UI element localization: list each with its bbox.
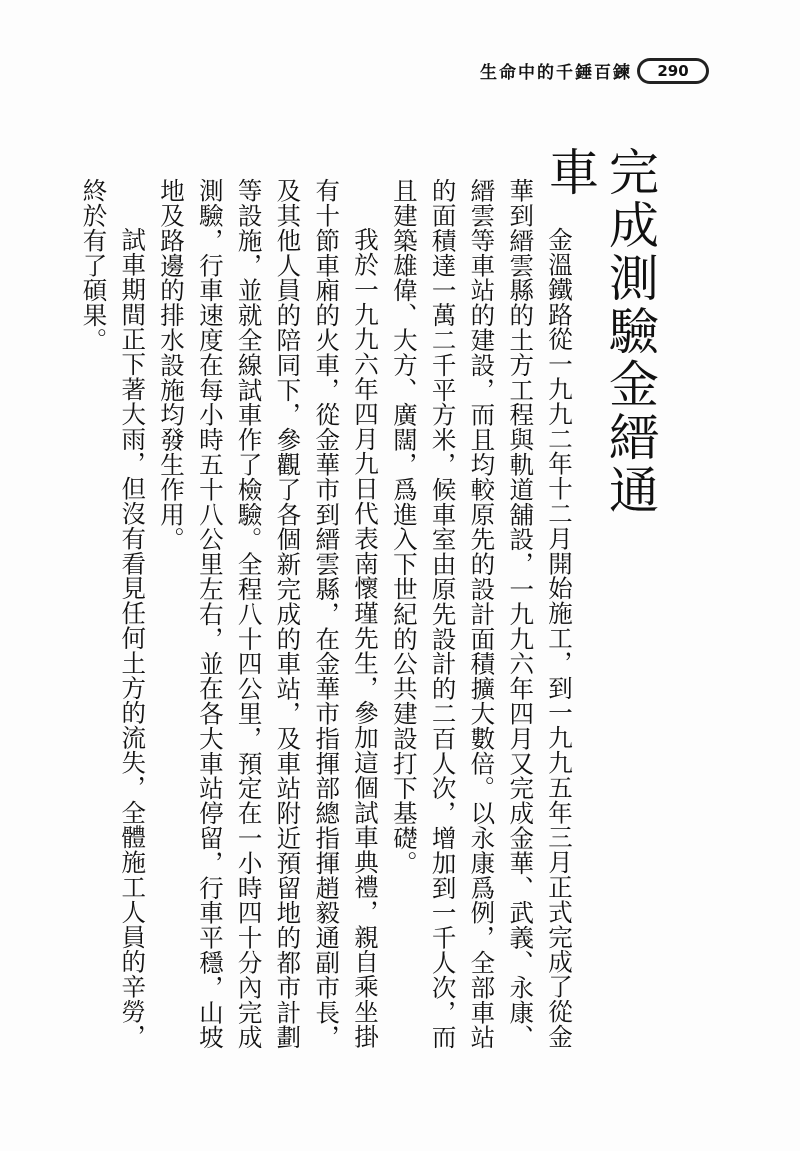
paragraph-2: 我於一九九六年四月九日代表南懷瑾先生，參加這個試車典禮，親自乘坐掛有十節車廂的火車，從金華市到縉雲縣，在金華市指揮部總指揮趙毅通副市長，及其他人員的陪同下，參觀了各個新完成的車站，及車站附近預留地的都市計劃等設施，並就全線試車作了檢驗。全程八十四公里，預定在一小時四十分內完成測驗，行車速度在每小時五十八公里左右，並在各大車站停留，行車平穩，山坡地及路邊的排水設施均發生作用。 [157,178,381,1050]
running-title: 生命中的千錘百鍊 [480,63,632,83]
paragraph-3: 試車期間正下著大雨，但沒有看見任何土方的流失，全體施工人員的辛勞，終於有了碩果。 [79,178,148,1049]
paragraph-1: 金溫鐵路從一九九二年十二月開始施工，到一九九五年三月正式完成了從金華到縉雲縣的土方工程與軌道舖設，一九九六年四月又完成金華、武義、永康、縉雲等車站的建設，而且均較原先的設計面積擴大數倍。以永康爲例，全部車站的面積達一萬二千平方米，候車室由原先設計的二百人次，增加到一千人次，而且建築雄偉、大方、廣闊，爲進入下世紀的公共建設打下基礎。 [389,178,574,1050]
header-divider [60,88,740,89]
page-header [480,58,708,83]
page-number: 290 [638,59,708,83]
chapter-title: 完成測驗金縉通車 [541,146,659,517]
body-text [79,178,578,1058]
